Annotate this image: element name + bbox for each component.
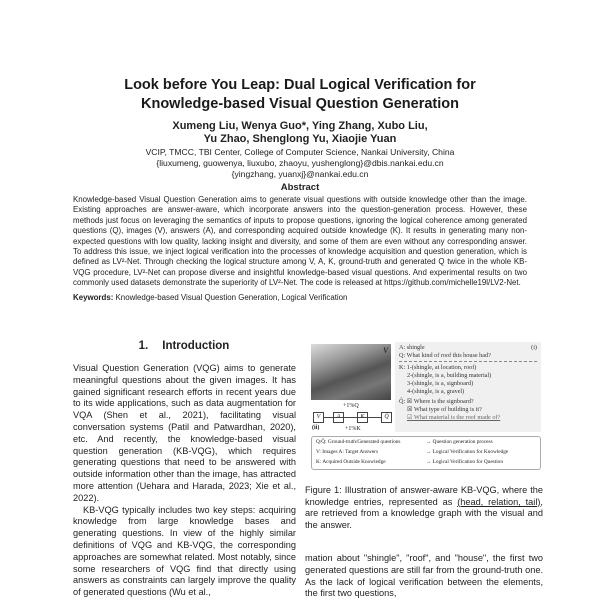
panel-number: (ii) (312, 425, 320, 431)
right-column-text: mation about "shingle", "roof", and "house", the first two generated questions are still far from the ground-truth one. As the lack of logical verification between the elements, the first two questions, (305, 553, 543, 599)
left-column-text (73, 363, 296, 599)
knowledge-entry: 2-(shingle, is a, building material) (407, 372, 492, 379)
legend-item: K: Acquired Outside Knowledge (316, 459, 386, 465)
figure-1 (307, 340, 543, 472)
caption-text: , are retrieved from a knowledge graph with the visual and the answer. (305, 496, 543, 531)
authors-line: Yu Zhao, Shenglong Yu, Xiaojie Yuan (203, 133, 397, 145)
legend-item: → Question generation process (426, 439, 493, 445)
generated-question: Q̂: ☒ Where is the signboard? (399, 398, 474, 405)
legend-item: V: Images A: Target Answers (316, 449, 379, 455)
knowledge-entry: 3-(shingle, is a, signboard) (407, 380, 474, 387)
house-photo (311, 344, 391, 400)
graph-node: Q̂ (381, 412, 392, 423)
knowledge-entry: K: 1-(shingle, at location, roof) (399, 364, 477, 371)
section-title: Introduction (162, 340, 230, 352)
example-panel (395, 342, 541, 432)
graph-edge (324, 417, 381, 418)
photo-label: V (383, 346, 388, 355)
authors-line: Xumeng Liu, Wenya Guo*, Ying Zhang, Xubo Liu, (172, 120, 428, 132)
title-line: Knowledge-based Visual Question Generation (141, 96, 459, 112)
question: Q: What kind of roof this house had? (399, 352, 491, 359)
divider (399, 361, 537, 362)
email: {yingzhang, yuanxj}@nankai.edu.cn (231, 169, 369, 179)
figure-caption (305, 485, 543, 532)
figure-legend (311, 436, 541, 470)
paragraph: KB-VQG typically includes two key steps: acquiring knowledge from large knowledge bases and generating questions. In view of the highly similar definitions of VQG and KB-VQG, the corresponding approaches are somewhat related. Most notably, since some researchers of VQG find that directly using answers as constraints can largely improve the quality of generated questions (Wu et al., (73, 504, 296, 598)
legend-item: → Logical Verification for Question (426, 459, 503, 465)
graph-node: V (313, 412, 324, 423)
caption-text: Figure 1: Illustration of answer-aware KB-VQG, where the knowledge entries, represented as (305, 485, 543, 507)
affiliation: VCIP, TMCC, TBI Center, College of Computer Science, Nankai University, China (145, 147, 455, 157)
graph-label: +1%Q (343, 403, 359, 409)
section-number: 1. (138, 340, 149, 352)
graph-label: +1%K (345, 426, 361, 432)
logic-graph (311, 403, 393, 433)
graph-node: A (333, 412, 344, 423)
keywords-label: Keywords: (73, 293, 114, 302)
generated-question: ☒ What type of building is it? (407, 406, 482, 413)
legend-item: → Logical Verification for Knowledge (426, 449, 509, 455)
keywords (73, 293, 347, 302)
generated-question: ☑ What material is the roof made of? (407, 414, 501, 421)
abstract-heading: Abstract (280, 182, 320, 193)
legend-item: Q/Q̂: Ground-truth/Generated questions (316, 439, 401, 445)
caption-underlined: (head, relation, tail) (457, 496, 541, 507)
author-block (0, 120, 600, 180)
panel-number: (i) (531, 344, 537, 351)
paper-title (0, 76, 600, 114)
graph-node: K (357, 412, 368, 423)
knowledge-entry: 4-(shingle, is a, gravel) (407, 388, 465, 395)
keywords-text: Knowledge-based Visual Question Generation, Logical Verification (115, 293, 348, 302)
section-heading (73, 340, 295, 352)
abstract-text: Knowledge-based Visual Question Generation aims to generate visual questions with outside knowledge other than the image. Existing approaches are answer-aware, which incorporate answers into the question-generation process. However, these methods just focus on leveraging the semantics of inputs to propose questions, ignoring the logical coherence among generated questions (Q), images (V), answers (A), and corresponding acquired outside knowledge (K). It results in generating many non-expected questions with low quality, lacking insight and diversity, and some of them are even without any corresponding answer. To address this issue, we inject logical verification into the processes of knowledge acquisition and question generation, which is defined as LV²-Net. Through checking the logical structure among V, A, K, ground-truth and generated Q twice in the whole KB-VQG procedure, LV²-Net can propose diverse and insightful knowledge-based visual questions. And experimental results on two commonly used datasets demonstrate the superiority of LV²-Net. The code is released at https://github.com/michelle19l/LV2-Net. (73, 195, 527, 288)
title-line: Look before You Leap: Dual Logical Verification for (124, 77, 476, 93)
answer: A: shingle (399, 344, 425, 351)
email: {liuxumeng, guowenya, liuxubo, zhaoyu, yushenglong}@dbis.nankai.edu.cn (156, 158, 444, 168)
paragraph: Visual Question Generation (VQG) aims to generate meaningful questions about the given images. It has gained significant research efforts in recent years due to its wide applications, such as data augmentation for VQA (Shen et al., 2021), facilitating visual conversation systems (Patil and Patwardhan, 2020), etc. And recently, the knowledge-based visual question generation (KB-VQG), which requires generating questions that need to be answered with outside information other than the image, has attracted more attention (Uehara and Harada, 2023; Xie et al., 2022). (73, 363, 296, 503)
